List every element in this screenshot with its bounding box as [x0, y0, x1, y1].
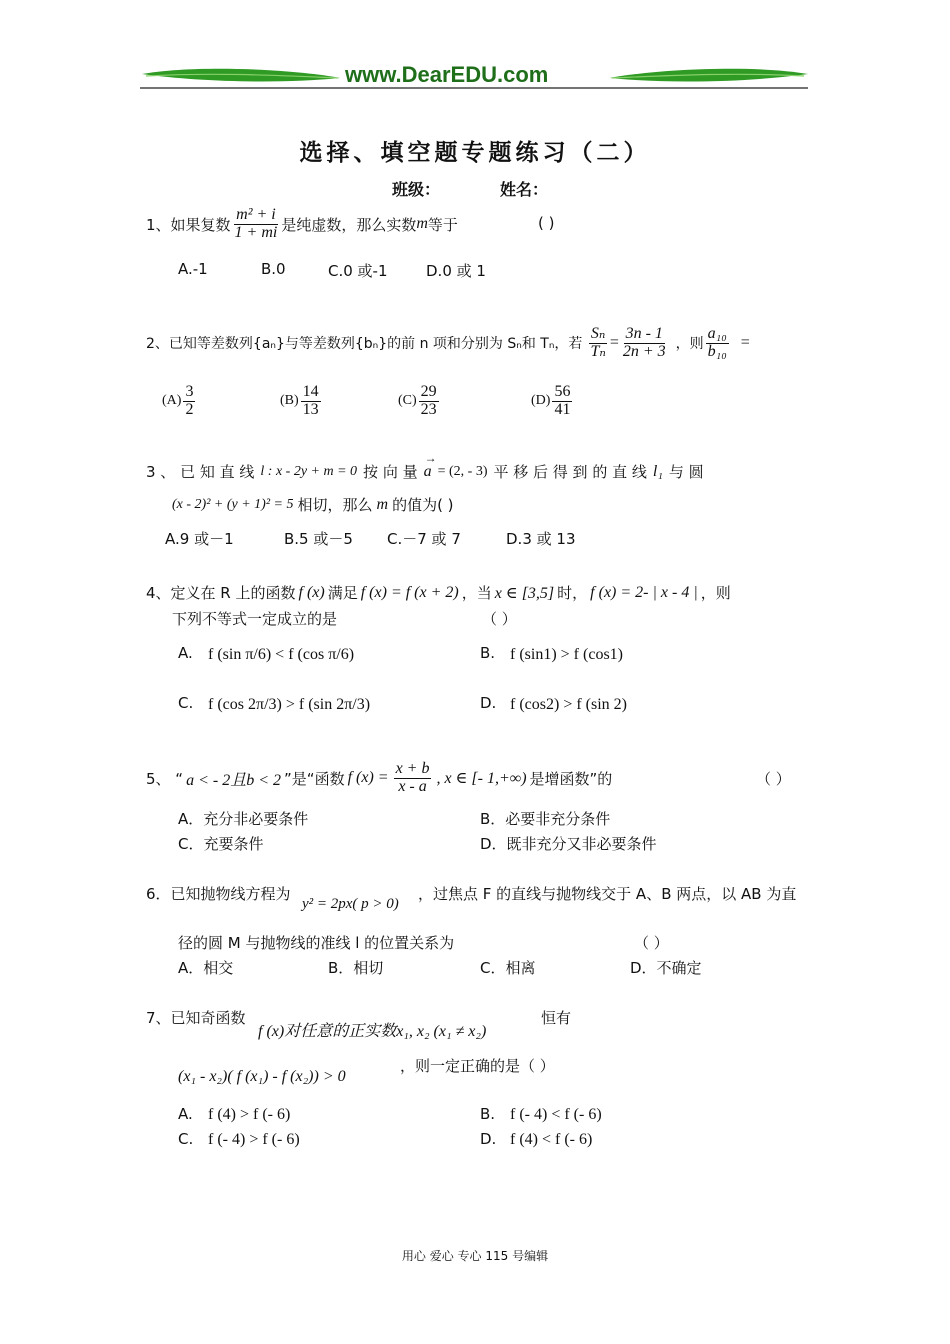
q2-opt-d-frac	[552, 384, 572, 419]
q3-option-d: D.3 或 13	[506, 530, 576, 548]
q2-f2-num: 3n - 1	[625, 324, 663, 342]
q4-text-d: 时，	[557, 584, 588, 602]
q7-option-c: f (- 4) > f (- 6)	[208, 1131, 300, 1148]
page-footer: 用心 爱心 专心 115 号编辑	[401, 1249, 549, 1263]
vector-arrow-icon: →	[424, 450, 437, 465]
q4-option-c: f (cos 2π/3) > f (sin 2π/3)	[208, 696, 371, 713]
question-4-line-1	[146, 582, 731, 603]
q1-fraction	[233, 207, 280, 242]
question-3-line-2	[172, 494, 454, 515]
q4-cond: x ∈ [3,5]	[494, 584, 555, 602]
q6-option-d: D．不确定	[630, 959, 702, 977]
question-3-line-1	[146, 450, 704, 482]
q2-option-c	[398, 384, 441, 419]
q7-prefix: 7、已知奇函数	[146, 1009, 246, 1027]
q2-text: 2、已知等差数列{aₙ}与等差数列{bₙ}的前 n 项和分别为 Sₙ和 Tₙ，若	[146, 336, 583, 352]
q1-option-d: D.0 或 1	[426, 262, 486, 280]
q5-option-b: B．必要非充分条件	[480, 810, 611, 828]
q4-option-a: f (sin π/6) < f (cos π/6)	[208, 646, 355, 663]
q2-opt-c-num: 29	[420, 383, 437, 400]
q2-opt-c-den: 23	[420, 400, 437, 418]
q6-answer-paren: （ ）	[634, 934, 669, 952]
q5-prefix: 5、 “	[146, 769, 184, 788]
q4-f2: f (x) = f (x + 2)	[360, 583, 459, 601]
q2-f3-num: a₁₀	[707, 324, 727, 342]
q4-answer-paren: （ ）	[482, 610, 517, 628]
q2-opt-b-den: 13	[302, 400, 319, 418]
q2-opt-b-frac	[301, 384, 321, 419]
q1-frac-den: 1 + mi	[234, 223, 278, 241]
q2-f1-den: Tₙ	[590, 342, 606, 360]
q6-option-a: A．相交	[178, 959, 234, 977]
q4-f1: f (x)	[298, 583, 325, 601]
q3-text-f: 的值为( )	[392, 496, 454, 514]
q3-text-d: 与 圆	[668, 463, 704, 481]
q1-suffix: 是纯虚数，那么实数	[281, 215, 417, 234]
q3-line-eq: l : x - 2y + m = 0	[260, 463, 358, 479]
q7-option-b-label: B.	[480, 1105, 496, 1123]
q6-prefix: 6．已知抛物线方程为	[146, 885, 291, 903]
q1-prefix: 1、如果复数	[146, 215, 231, 234]
question-2	[146, 318, 750, 368]
q2-opt-d-label: (D)	[531, 393, 551, 409]
q4-line-2: 下列不等式一定成立的是	[172, 610, 338, 628]
q2-f3-den: b₁₀	[707, 342, 727, 360]
q2-opt-c-frac	[419, 384, 439, 419]
q1-frac-num: m² + i	[236, 205, 276, 223]
q3-vec-value: = (2, - 3)	[437, 463, 488, 479]
q4-option-b-label: B.	[480, 644, 496, 662]
q2-mid: ，则	[675, 336, 704, 352]
q2-opt-a-frac	[183, 384, 195, 419]
q5-option-a: A．充分非必要条件	[178, 810, 309, 828]
q5-mid: ”是“函数	[284, 769, 345, 788]
q1-option-a: A.-1	[178, 260, 208, 278]
q5-fx: f (x) =	[347, 769, 389, 786]
q7-option-c-label: C.	[178, 1130, 194, 1148]
question-1	[146, 202, 458, 246]
q3-vector	[423, 450, 437, 481]
q3-text-b: 按 向 量	[363, 463, 418, 481]
q6-equation: y² = 2px( p > 0)	[302, 896, 399, 912]
q5-cond: a < - 2且b < 2	[186, 771, 282, 789]
q2-opt-b-num: 14	[302, 383, 319, 400]
q7-option-d-label: D.	[480, 1130, 497, 1148]
q5-answer-paren: （ ）	[756, 770, 791, 788]
q1-option-b: B.0	[261, 260, 286, 278]
q2-opt-c-label: (C)	[398, 393, 417, 409]
q2-fraction-rhs	[621, 326, 668, 361]
q4-text-c: ，当	[461, 584, 492, 602]
q2-opt-a-den: 2	[185, 400, 194, 418]
q2-opt-d-den: 41	[554, 400, 571, 418]
q2-eq: =	[609, 334, 619, 351]
q3-circle-eq: (x - 2)² + (y + 1)² = 5	[172, 496, 294, 512]
q2-f2-den: 2n + 3	[622, 342, 666, 360]
q2-opt-b-label: (B)	[280, 393, 299, 409]
q3-option-b: B.5 或－5	[284, 530, 353, 548]
q7-option-a: f (4) > f (- 6)	[208, 1106, 291, 1123]
q3-m: m	[376, 495, 389, 513]
q4-option-d: f (cos2) > f (sin 2)	[510, 696, 627, 713]
q1-tail: 等于	[427, 215, 458, 234]
question-5	[146, 755, 612, 801]
q4-f3: f (x) = 2- | x - 4 |	[590, 583, 698, 601]
q4-option-b: f (sin1) > f (cos1)	[510, 646, 623, 663]
q1-answer-paren: ( )	[538, 214, 555, 232]
q7-inequality: (x₁ - x₂)( f (x₁) - f (x₂)) > 0	[178, 1068, 346, 1085]
q2-opt-a-label: (A)	[162, 393, 182, 409]
q7-suffix: 恒有	[541, 1009, 572, 1027]
q3-text-a: 3 、 已 知 直 线	[146, 463, 255, 481]
q2-opt-a-num: 3	[185, 383, 194, 400]
q2-option-b	[280, 384, 323, 419]
q6-option-c: C．相离	[480, 959, 536, 977]
q7-option-a-label: A.	[178, 1105, 193, 1123]
q4-option-a-label: A.	[178, 644, 193, 662]
q2-f1-num: Sₙ	[590, 324, 606, 342]
q5-option-d: D．既非充分又非必要条件	[480, 835, 657, 853]
q7-option-d: f (4) < f (- 6)	[510, 1131, 593, 1148]
q3-text-e: 相切，那么	[297, 496, 373, 514]
q4-option-d-label: D.	[480, 694, 497, 712]
q5-frac-num: x + b	[395, 759, 430, 777]
q3-vec-name: a	[423, 462, 432, 480]
q6-suffix: ，过焦点 F 的直线与抛物线交于 A、B 两点，以 AB 为直	[418, 885, 797, 903]
q3-option-a: A.9 或－1	[165, 530, 234, 548]
q2-fraction-ab	[706, 326, 729, 361]
name-label: 姓名：	[500, 180, 549, 199]
q6-option-b: B．相切	[328, 959, 384, 977]
q2-option-a	[162, 384, 197, 419]
q5-fraction	[394, 761, 432, 796]
q5-frac-den: x - a	[398, 777, 427, 795]
q5-suffix: 是增函数”的	[529, 769, 613, 788]
q4-text-e: ，则	[700, 584, 731, 602]
q3-text-c: 平 移 后 得 到 的 直 线	[493, 463, 647, 481]
class-label: 班级：	[392, 180, 441, 199]
q2-opt-d-num: 56	[554, 383, 571, 400]
q2-end: =	[740, 334, 750, 351]
q3-l1: l₁	[652, 462, 663, 480]
q7-option-b: f (- 4) < f (- 6)	[510, 1106, 602, 1123]
q5-domain: , x ∈ [- 1,+∞)	[436, 770, 527, 787]
page-title: 选择、填空题专题练习（二）	[299, 139, 651, 166]
q5-option-c: C．充要条件	[178, 835, 264, 853]
q1-var: m	[416, 215, 428, 232]
q2-fraction-st	[588, 326, 607, 361]
q1-option-c: C.0 或-1	[328, 262, 388, 280]
banner-site-name: www.DearEDU.com	[345, 62, 549, 87]
q4-text-a: 4、定义在 R 上的函数	[146, 584, 296, 602]
q4-text-b: 满足	[327, 584, 358, 602]
q7-line-2: ，则一定正确的是（ ）	[400, 1057, 555, 1075]
q4-option-c-label: C.	[178, 694, 194, 712]
q7-condition: f (x)对任意的正实数x₁, x₂ (x₁ ≠ x₂)	[258, 1023, 487, 1040]
q2-option-d	[531, 384, 574, 419]
q6-line-2: 径的圆 M 与抛物线的准线 l 的位置关系为	[178, 934, 455, 952]
q3-option-c: C.－7 或 7	[387, 530, 461, 548]
